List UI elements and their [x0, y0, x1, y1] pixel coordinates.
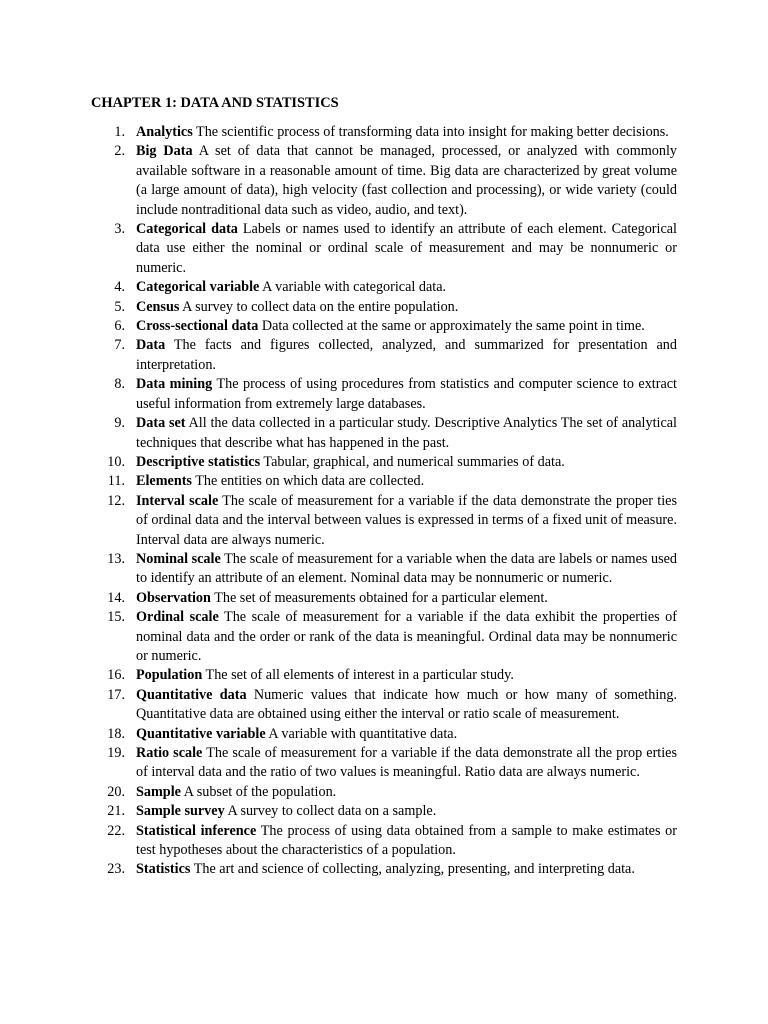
- entry-number: 19.: [107, 745, 125, 761]
- entry-number: 3.: [114, 221, 125, 238]
- glossary-entry-elements: [90, 472, 677, 491]
- entry-term: Quantitative variable: [136, 725, 266, 742]
- glossary-entry-population: [90, 666, 677, 685]
- glossary-entry-analytics: [90, 123, 677, 142]
- entry-definition: The art and science of collecting, analyzing, presenting, and interpreting data.: [193, 861, 635, 878]
- glossary-entry-ratio-scale: [90, 744, 677, 783]
- entry-definition: The scale of measurement for a variable if the data demonstrate the proper ties of ordinal data and the interval between values is expressed in terms of a fixed unit of measure. Interval data are always numeric.: [136, 492, 677, 548]
- entry-definition: Data collected at the same or approximately the same point in time.: [261, 318, 645, 335]
- entry-definition: All the data collected in a particular study. Descriptive Analytics The set of analytical techniques that describe what has happened in the past.: [136, 415, 677, 451]
- entry-number: 8.: [114, 376, 125, 393]
- entry-term: Descriptive statistics: [136, 453, 261, 470]
- glossary-entry-data-mining: [90, 375, 677, 414]
- entry-term: Census: [136, 298, 180, 315]
- glossary-entry-nominal-scale: [90, 550, 677, 589]
- entry-definition: A variable with categorical data.: [262, 279, 447, 296]
- chapter-title: CHAPTER 1: DATA AND STATISTICS: [91, 95, 339, 111]
- entry-number: 22.: [107, 822, 125, 839]
- entry-number: 15.: [107, 609, 125, 626]
- entry-number: 10.: [107, 453, 125, 470]
- entry-number: 20.: [107, 783, 125, 800]
- entry-number: 17.: [107, 686, 125, 703]
- entry-definition: The scale of measurement for a variable if the data demonstrate all the prop erties of interval data and the ratio of two values is meaningful. Ratio data are always numeric.: [136, 745, 677, 781]
- entry-term: Population: [136, 667, 203, 684]
- entry-number: 14.: [107, 589, 125, 606]
- entry-definition: The set of measurements obtained for a particular element.: [214, 589, 548, 606]
- glossary-entry-sample-survey: [90, 802, 677, 821]
- entry-number: 6.: [114, 318, 125, 335]
- entry-number: 13.: [107, 550, 125, 567]
- entry-term: Statistical inference: [136, 822, 257, 839]
- entry-definition: The scale of measurement for a variable if the data exhibit the properties of nominal data and the order or rank of the data is meaningful. Ordinal data may be nonnumeric or numeric.: [136, 609, 677, 664]
- entry-number: 21.: [107, 803, 125, 820]
- entry-number: 2.: [114, 143, 125, 160]
- entry-term: Nominal scale: [136, 550, 221, 567]
- glossary-entry-statistical-inference: [90, 822, 677, 861]
- entry-number: 16.: [107, 667, 125, 684]
- glossary-entry-categorical-variable: [90, 278, 677, 297]
- glossary-entry-cross-sectional-data: [90, 317, 677, 336]
- entry-term: Cross-sectional data: [136, 318, 259, 335]
- entry-term: Categorical data: [136, 221, 238, 238]
- glossary-list: [90, 123, 677, 880]
- entry-term: Big Data: [136, 143, 193, 160]
- entry-term: Ratio scale: [136, 745, 203, 761]
- entry-number: 1.: [114, 124, 125, 140]
- entry-number: 18.: [107, 725, 125, 742]
- glossary-entry-ordinal-scale: [90, 608, 677, 666]
- entry-term: Quantitative data: [136, 686, 247, 703]
- glossary-entry-census: [90, 298, 677, 317]
- entry-number: 9.: [114, 415, 125, 432]
- entry-term: Analytics: [136, 124, 193, 140]
- entry-definition: A survey to collect data on a sample.: [227, 803, 437, 820]
- entry-definition: The set of all elements of interest in a particular study.: [205, 667, 514, 684]
- entry-term: Observation: [136, 589, 211, 606]
- glossary-entry-interval-scale: [90, 492, 677, 550]
- entry-definition: Labels or names used to identify an attribute of each element. Categorical data use either the nominal or ordinal scale of measurement and may be nonnumeric or numeric.: [136, 221, 677, 276]
- entry-term: Ordinal scale: [136, 609, 219, 626]
- entry-term: Data: [136, 337, 166, 354]
- glossary-entry-data-set: [90, 414, 677, 453]
- entry-definition: Numeric values that indicate how much or how many of something. Quantitative data are obtained using either the interval or ratio scale of measurement.: [136, 686, 677, 723]
- entry-definition: The scientific process of transforming data into insight for making better decisions.: [196, 124, 669, 140]
- glossary-entry-sample: [90, 783, 677, 802]
- entry-definition: The entities on which data are collected.: [195, 473, 425, 490]
- glossary-entry-quantitative-variable: [90, 725, 677, 744]
- entry-definition: A subset of the population.: [183, 783, 337, 800]
- entry-number: 4.: [114, 279, 125, 296]
- entry-definition: Tabular, graphical, and numerical summaries of data.: [263, 453, 565, 470]
- entry-number: 23.: [107, 861, 125, 878]
- entry-term: Categorical variable: [136, 279, 260, 296]
- entry-term: Data mining: [136, 376, 213, 393]
- glossary-entry-data: [90, 336, 677, 375]
- entry-definition: The process of using procedures from statistics and computer science to extract useful information from extremely large databases.: [136, 376, 678, 412]
- entry-term: Data set: [136, 415, 186, 432]
- entry-number: 5.: [114, 298, 125, 315]
- entry-number: 12.: [107, 492, 125, 509]
- entry-number: 7.: [114, 337, 125, 354]
- entry-definition: A set of data that cannot be managed, processed, or analyzed with commonly available software in a reasonable amount of time. Big data are characterized by great volume (a large amount of data), high velocity (fast collection and processing), or wide variety (could include nontraditional data such as video, audio, and text).: [136, 143, 678, 218]
- entry-number: 11.: [107, 473, 125, 490]
- glossary-entry-observation: [90, 589, 677, 608]
- entry-definition: The facts and figures collected, analyzed, and summarized for presentation and interpretation.: [136, 337, 677, 373]
- entry-definition: The scale of measurement for a variable when the data are labels or names used to identify an attribute of an element. Nominal data may be nonnumeric or numeric.: [136, 550, 677, 587]
- entry-term: Elements: [136, 473, 192, 490]
- entry-term: Statistics: [136, 861, 191, 878]
- entry-definition: A variable with quantitative data.: [268, 725, 458, 742]
- entry-definition: A survey to collect data on the entire population.: [182, 298, 459, 315]
- glossary-entry-quantitative-data: [90, 686, 677, 725]
- entry-term: Sample: [136, 783, 181, 800]
- glossary-entry-descriptive-statistics: [90, 453, 677, 472]
- glossary-entry-statistics: [90, 860, 677, 879]
- entry-term: Interval scale: [136, 492, 219, 509]
- entry-definition: The process of using data obtained from a sample to make estimates or test hypotheses about the characteristics of a population.: [136, 822, 677, 859]
- entry-term: Sample survey: [136, 803, 225, 820]
- glossary-entry-categorical-data: [90, 220, 677, 278]
- glossary-entry-big-data: [90, 142, 677, 220]
